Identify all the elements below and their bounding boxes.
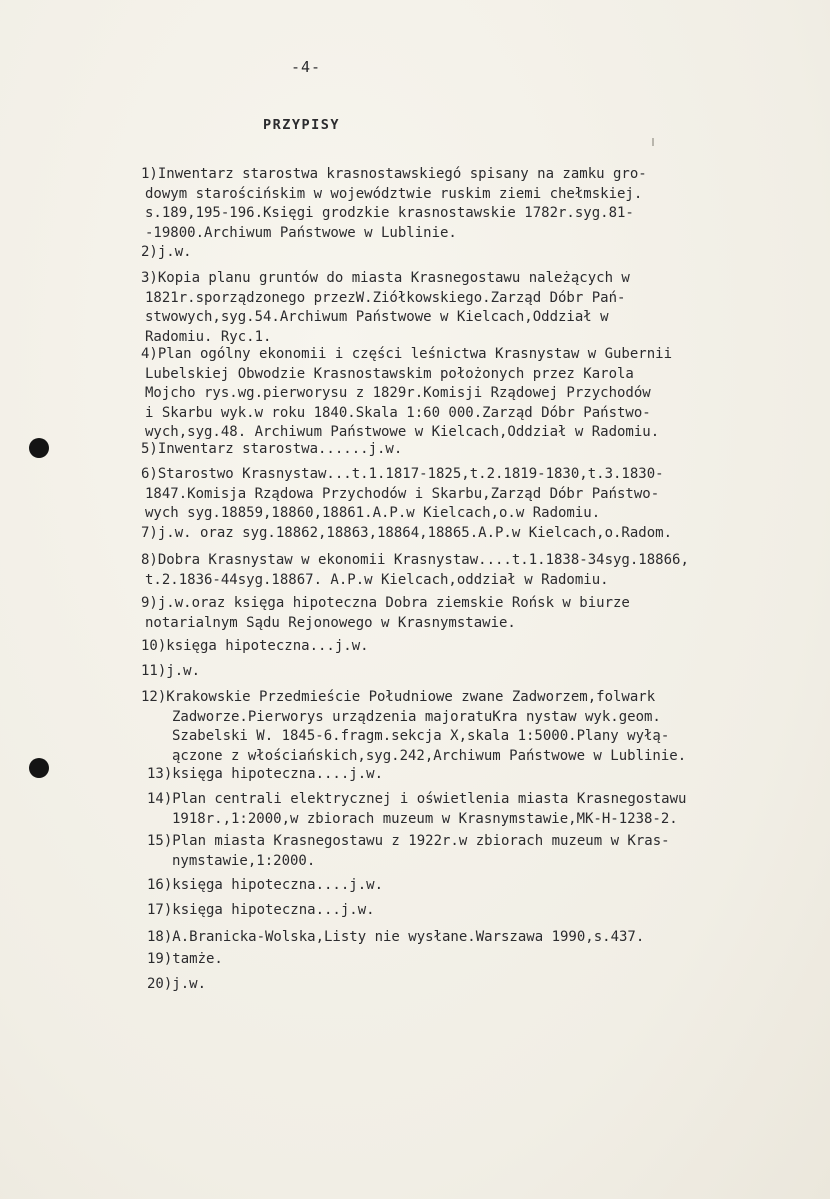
footnote-line: 20)j.w.	[147, 976, 207, 992]
footnote-line: 11)j.w.	[141, 663, 201, 679]
punch-hole	[29, 758, 49, 778]
footnote-line: nymstawie,1:2000.	[172, 852, 316, 869]
footnote-line: ączone z włościańskich,syg.242,Archiwum Państwowe w Lublinie.	[172, 747, 687, 764]
footnote-line: 14)Plan centrali elektrycznej i oświetlenia miasta Krasnegostawu	[147, 791, 687, 807]
footnote-line: 6)Starostwo Krasnystaw...t.1.1817-1825,t.2.1819-1830,t.3.1830-	[141, 466, 664, 482]
footnote-line: 4)Plan ogólny ekonomii i części leśnictwa Krasnystaw w Gubernii	[141, 346, 673, 362]
page-number: -4-	[291, 58, 322, 76]
footnote-line: Radomiu. Ryc.1.	[145, 328, 272, 345]
footnote-line: 9)j.w.oraz księga hipoteczna Dobra ziemskie Rońsk w biurze	[141, 595, 630, 611]
footnote-line: 19)tamże.	[147, 951, 223, 967]
footnote-line: wych,syg.48. Archiwum Państwowe w Kielcach,Oddział w Radomiu.	[145, 424, 660, 440]
footnote-line: 12)Krakowskie Przedmieście Południowe zwane Zadworzem,folwark	[141, 689, 656, 705]
footnote-line: Mojcho rys.wg.pierworysu z 1829r.Komisji Rządowej Przychodów	[145, 385, 651, 401]
punch-hole	[29, 438, 49, 458]
footnote-line: Szabelski W. 1845-6.fragm.sekcja X,skala 1:5000.Plany wyłą-	[172, 728, 670, 744]
footnote-line: wych syg.18859,18860,18861.A.P.w Kielcach,o.w Radomiu.	[145, 505, 601, 521]
footnote-line: 13)księga hipoteczna....j.w.	[147, 766, 384, 782]
footnote-line: 2)j.w.	[141, 244, 192, 260]
paper-mark	[652, 138, 654, 146]
footnote-line: stwowych,syg.54.Archiwum Państwowe w Kielcach,Oddział w	[145, 309, 609, 325]
footnote-line: i Skarbu wyk.w roku 1840.Skala 1:60 000.Zarząd Dóbr Państwo-	[145, 404, 651, 421]
footnote-line: 3)Kopia planu gruntów do miasta Krasnegostawu należących w	[141, 270, 630, 286]
footnote-line: 17)księga hipoteczna...j.w.	[147, 902, 375, 918]
footnote-line: 10)księga hipoteczna...j.w.	[141, 638, 369, 654]
footnote-line: notarialnym Sądu Rejonowego w Krasnymstawie.	[145, 614, 516, 631]
footnote-line: -19800.Archiwum Państwowe w Lublinie.	[145, 224, 457, 241]
footnote-line: 8)Dobra Krasnystaw w ekonomii Krasnystaw....t.1.1838-34syg.18866,	[141, 552, 689, 568]
footnote-line: Lubelskiej Obwodzie Krasnostawskim położonych przez Karola	[145, 365, 634, 382]
footnote-line: dowym starościńskim w województwie ruskim ziemi chełmskiej.	[145, 185, 643, 202]
footnote-line: 1821r.sporządzonego przezW.Ziółkowskiego.Zarząd Dóbr Pań-	[145, 289, 626, 306]
page-heading: PRZYPISY	[263, 117, 341, 133]
footnote-line: Zadworze.Pierworys urządzenia majoratuKra nystaw wyk.geom.	[172, 708, 661, 725]
footnote-line: 16)księga hipoteczna....j.w.	[147, 877, 384, 893]
footnote-line: 5)Inwentarz starostwa......j.w.	[141, 441, 403, 457]
footnote-line: 1918r.,1:2000,w zbiorach muzeum w Krasnymstawie,MK-H-1238-2.	[172, 810, 678, 827]
footnote-line: 18)A.Branicka-Wolska,Listy nie wysłane.Warszawa 1990,s.437.	[147, 929, 645, 945]
footnote-line: 7)j.w. oraz syg.18862,18863,18864,18865.A.P.w Kielcach,o.Radom.	[141, 525, 673, 541]
footnote-line: 1847.Komisja Rządowa Przychodów i Skarbu,Zarząd Dóbr Państwo-	[145, 485, 660, 502]
footnote-line: s.189,195-196.Księgi grodzkie krasnostawskie 1782r.syg.81-	[145, 205, 634, 221]
footnote-line: 1)Inwentarz starostwa krasnostawskiegó spisany na zamku gro-	[141, 166, 647, 182]
footnote-line: t.2.1836-44syg.18867. A.P.w Kielcach,oddział w Radomiu.	[145, 571, 609, 588]
footnote-line: 15)Plan miasta Krasnegostawu z 1922r.w zbiorach muzeum w Kras-	[147, 833, 670, 849]
